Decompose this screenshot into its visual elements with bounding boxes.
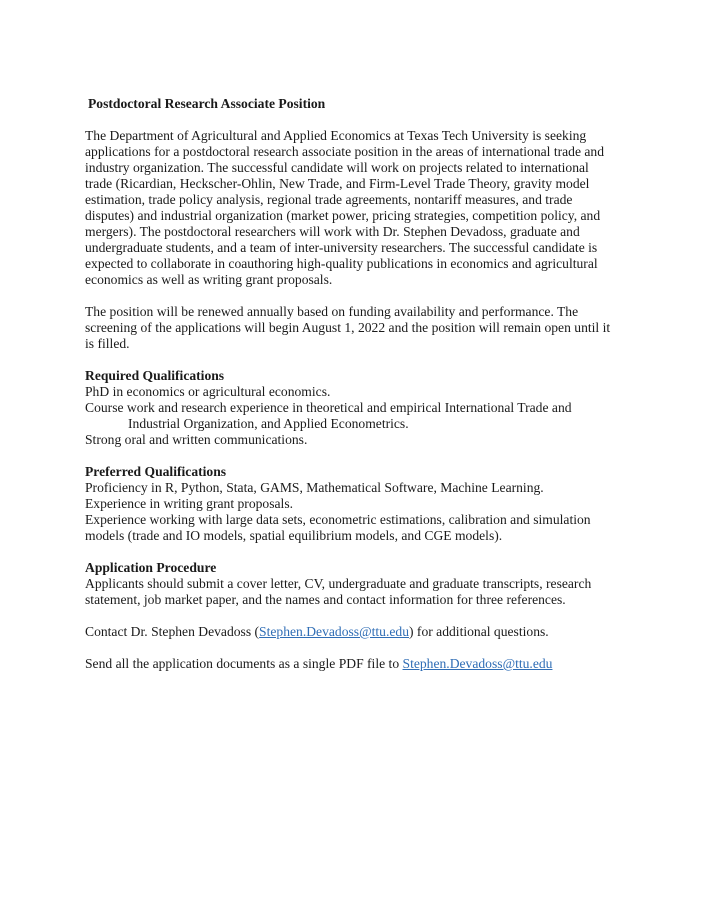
required-item: Course work and research experience in theoretical and empirical International Trade and (85, 400, 572, 415)
intro-line: The Department of Agricultural and Applied Economics at Texas Tech University is seeking (85, 128, 587, 143)
intro-line: estimation, trade policy analysis, regional trade agreements, nontariff measures, and trade (85, 192, 573, 207)
intro-line: undergraduate students, and a team of inter-university researchers. The successful candidate is (85, 240, 598, 255)
required-qualifications-heading: Required Qualifications (85, 368, 225, 383)
renewal-line: screening of the applications will begin August 1, 2022 and the position will remain open until it (85, 320, 611, 335)
renewal-line: is filled. (85, 336, 130, 351)
preferred-qualifications-heading: Preferred Qualifications (85, 464, 227, 479)
procedure-line: Applicants should submit a cover letter, CV, undergraduate and graduate transcripts, research (85, 576, 592, 591)
required-item: PhD in economics or agricultural economics. (85, 384, 331, 399)
preferred-item: Proficiency in R, Python, Stata, GAMS, Mathematical Software, Machine Learning. (85, 480, 544, 495)
preferred-item: Experience working with large data sets, econometric estimations, calibration and simulation (85, 512, 591, 527)
contact-suffix: ) for additional questions. (409, 624, 549, 639)
send-prefix: Send all the application documents as a single PDF file to (85, 656, 403, 671)
send-email-link[interactable]: Stephen.Devadoss@ttu.edu (402, 656, 553, 671)
contact-email-link[interactable]: Stephen.Devadoss@ttu.edu (259, 624, 409, 639)
intro-line: mergers). The postdoctoral researchers will work with Dr. Stephen Devadoss, graduate and (85, 224, 580, 239)
document-title: Postdoctoral Research Associate Position (88, 96, 326, 111)
intro-paragraph (85, 128, 645, 288)
renewal-paragraph (85, 304, 645, 352)
preferred-item: Experience in writing grant proposals. (85, 496, 294, 511)
contact-prefix: Contact Dr. Stephen Devadoss ( (85, 624, 260, 639)
job-posting-document (85, 96, 645, 672)
intro-line: economics as well as writing grant proposals. (85, 272, 333, 287)
intro-line: disputes) and industrial organization (market power, pricing strategies, competition policy, and (85, 208, 601, 223)
intro-line: trade (Ricardian, Heckscher-Ohlin, New Trade, and Firm-Level Trade Theory, gravity model (85, 176, 590, 191)
contact-line (85, 624, 645, 640)
intro-line: industry organization. The successful candidate will work on projects related to international (85, 160, 589, 175)
required-item-continuation: Industrial Organization, and Applied Econometrics. (128, 416, 409, 431)
renewal-line: The position will be renewed annually based on funding availability and performance. The (85, 304, 579, 319)
preferred-item: models (trade and IO models, spatial equilibrium models, and CGE models). (85, 528, 503, 543)
application-procedure-heading: Application Procedure (85, 560, 217, 575)
procedure-line: statement, job market paper, and the names and contact information for three references. (85, 592, 566, 607)
intro-line: expected to collaborate in coauthoring high-quality publications in economics and agricultural (85, 256, 598, 271)
application-procedure-section (85, 560, 645, 608)
required-item: Strong oral and written communications. (85, 432, 308, 447)
required-qualifications-section (85, 368, 645, 448)
intro-line: applications for a postdoctoral research associate position in the areas of international trade and (85, 144, 605, 159)
preferred-qualifications-section (85, 464, 645, 544)
send-line (85, 656, 645, 672)
